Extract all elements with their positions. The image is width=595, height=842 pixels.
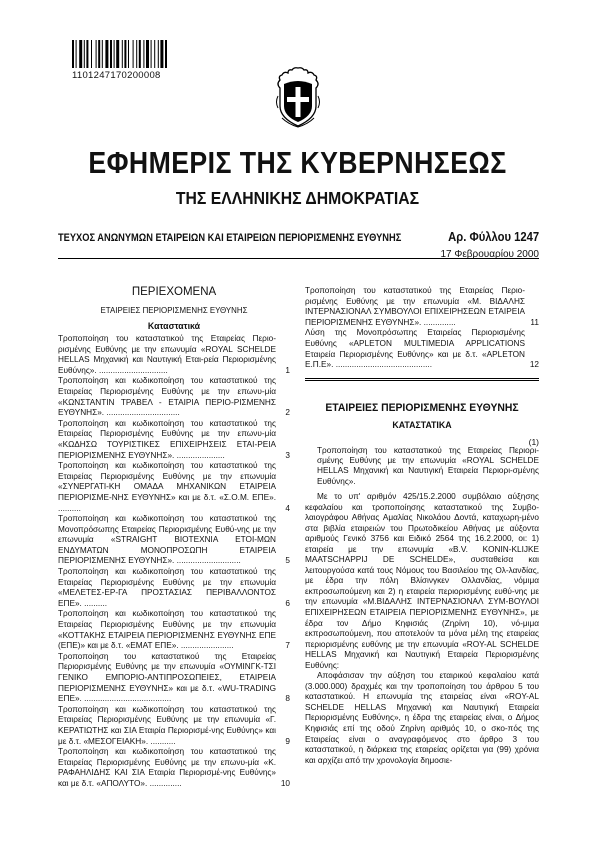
greek-coat-of-arms-icon: [274, 66, 322, 128]
gazette-title: ΕΦΗΜΕΡΙΣ ΤΗΣ ΚΥΒΕΡΝΗΣΕΩΣ: [88, 145, 507, 180]
toc-item-text: Λύση της Μονοπρόσωπης Εταιρείας Περιορισμένης Ευθύνης «APLETON MULTIMEDIA APPLICATIONS Εταιρεία Περιορισμένης Ευθύνης» και με δ.τ. «APLETON Ε.Π.Ε». ..........................................: [305, 328, 525, 370]
toc-item-page: 9: [285, 736, 290, 746]
toc-item-page: 3: [285, 450, 290, 460]
toc-item-text: Τροποποίηση και κωδικοποίηση του καταστατικού της Εταιρείας Περιορισμένης Ευθύνης με την επωνυ-μία «ΚΩΔΗΣΩ ΤΟΥΡΙΣΤΙΚΕΣ ΕΠΙΧΕΙΡΗΣΕΙΣ ΕΤΑΙ-ΡΕΙΑ ΠΕΡΙΟΡΙΣΜΕΝΗΣ ΕΥΘΥΝΗΣ». .....................: [58, 418, 276, 460]
toc-heading: ΠΕΡΙΕΧΟΜΕΝΑ: [131, 286, 217, 298]
toc-right-column: [305, 286, 539, 371]
toc-item: [58, 334, 290, 376]
section-subheading: ΚΑΤΑΣΤΑΤΙΚΑ: [392, 420, 452, 430]
announcement-body: [305, 492, 539, 766]
toc-item-text: Τροποποίηση του καταστατικού της Εταιρείας Περιορισμένης Ευθύνης με την επωνυμία «ΟΥΜΙΝΓΚ-ΤΣΙ ΓΕΝΙΚΟ ΕΜΠΟΡΙΟ-ΑΝΤΙΠΡΟΣΩΠΕΙΕΣ, ΕΤΑΙΡΕΙΑ ΠΕΡΙΟΡΙΣΜΕΝΗΣ ΕΥΘΥΝΗΣ» και με δ.τ. «WU-TRADING ΕΠΕ». ......................................: [58, 651, 276, 704]
section-heading: ΕΤΑΙΡΕΙΕΣ ΠΕΡΙΟΡΙΣΜΕΝΗΣ ΕΥΘΥΝΗΣ: [325, 402, 519, 414]
barcode-number: 1101247170200008: [72, 70, 161, 81]
toc-item: [58, 705, 290, 747]
issue-type: ΤΕΥΧΟΣ ΑΝΩΝΥΜΩΝ ΕΤΑΙΡΕΙΩΝ ΚΑΙ ΕΤΑΙΡΕΙΩΝ ΠΕΡΙΟΡΙΣΜΕΝΗΣ ΕΥΘΥΝΗΣ: [58, 232, 402, 244]
toc-item: [58, 747, 290, 789]
header-divider: [58, 258, 539, 259]
toc-item: [58, 419, 290, 461]
toc-item-text: Τροποποίηση του καταστατικού της Εταιρείας Περιο-ρισμένης Ευθύνης με την επωνυμία «Μ. ΒΙΔΑΛΗΣ ΙΝΤΕΡΝΑΣΙΟΝΑΛ ΣΥΜΒΟΥΛΟΙ ΕΠΙΧΕΙΡΗΣΕΩΝ ΕΤΑΙΡΕΙΑ ΠΕΡΙΟΡΙΣΜΕΝΗΣ ΕΥΘΥΝΗΣ». ..............: [305, 286, 525, 327]
toc-item-text: Τροποποίηση του καταστατικού της Εταιρείας Περιο-ρισμένης Ευθύνης με την επωνυμία «ROYAL SCHELDE HELLAS Μηχανική και Ναυτιγική Εται-ρεία Περιορισμένης Ευθύνης». ..............................: [58, 334, 276, 375]
toc-item: [58, 652, 290, 705]
toc-item: [305, 286, 539, 328]
toc-item: [58, 609, 290, 651]
barcode: [72, 40, 212, 68]
toc-item: [58, 461, 290, 514]
toc-end-divider: [305, 378, 539, 381]
toc-item: [58, 376, 290, 418]
toc-item-text: Τροποποίηση και κωδικοποίηση του καταστατικού της Εταιρείας Περιορισμένης Ευθύνης με την επωνυμία «Γ. ΚΕΡΑΤΙΩΤΗΣ και ΣΙΑ Εταιρία Περιορισμέ-νης Ευθύνης» και με δ.τ. «ΜΕΣΟΓΕΙΑΚΗ». ...........: [58, 704, 276, 746]
toc-item-page: 11: [530, 317, 539, 327]
gazette-subtitle: ΤΗΣ ΕΛΛΗΝΙΚΗΣ ΔΗΜΟΚΡΑΤΙΑΣ: [175, 188, 420, 208]
toc-left-column: [58, 286, 290, 790]
toc-item-page: 4: [285, 503, 290, 513]
sheet-number: Αρ. Φύλλου 1247: [447, 230, 539, 244]
toc-item-text: Τροποποίηση και κωδικοποίηση του καταστατικού της Εταιρείας Περιορισμένης Ευθύνης με την επωνυ-μία «Κ. ΡΑΦΑΗΛΙΔΗΣ ΚΑΙ ΣΙΑ Εταιρία Περιορισμέ-νης Ευθύνης» και με δ.τ. «ΑΠΟΛΥΤΟ». ..............: [58, 747, 276, 788]
body-paragraph: Με το υπ' αριθμόν 425/15.2.2000 συμβόλαιο αύξησης κεφαλαίου και τροποποίησης καταστατικού της Συμβο-λαιογράφου Αθήνας Αμαλίας Νικολάου Δοντά, καταχωρη-μένο στα βιβλία εταιρειών του Πρωτοδικείου Αθήνας με αύξοντα αριθμούς Γενικό 3756 και Ειδικό 2564 της 16.2.2000, οι: 1) εταιρεία με την επωνυμία «B.V. KONIN-KLIJKE MAATSCHAPPIJ DE SCHELDE», συσταθείσα και λειτουργούσα κατά τους Νόμους του Βασιλείου της Ολ-λανδίας, με έδρα την πόλη Βλίσινγκεν Ολλανδίας, νόμιμα εκπροσωπούμενη και 2) η εταιρεία περιορισμένης ευθύ-νης με την επωνυμία «Μ.ΒΙΔΑΛΗΣ ΙΝΤΕΡΝΑΣΙΟΝΑΛ ΣΥΜ-ΒΟΥΛΟΙ ΕΠΙΧΕΙΡΗΣΕΩΝ ΕΤΑΙΡΕΙΑ ΠΕΡΙΟΡΙΣΜΕΝΗΣ ΕΥΘΥΝΗΣ», με έδρα τον Δήμο Κηφισιάς (Ζηρίνη 10), νό-μιμα εκπροσωπούμενη, που αποτελούν τα μόνα μέλη της εταιρείας περιορισμένης ευθύνης με την επωνυμία «ROY-AL SCHELDE HELLAS Μηχανική και Ναυτιγική Εταιρεία Περιορισμένης Ευθύνης:: [305, 492, 539, 670]
toc-item-page: 1: [285, 365, 290, 375]
toc-item-text: Τροποποίηση και κωδικοποίηση του καταστατικού της Εταιρείας Περιορισμένης Ευθύνης με την επωνυμία «ΜΕΛΕΤΕΣ-ΕΡ-ΓΑ ΠΡΟΣΤΑΣΙΑΣ ΠΕΡΙΒΑΛΛΟΝΤΟΣ ΕΠΕ». ..........: [58, 567, 276, 608]
toc-item-text: Τροποποίηση και κωδικοποίηση του καταστατικού της Μονοπρόσωπης Εταιρείας Περιορισμένης Ευθύ-νης με την επωνυμία «STRAIGHT ΒΙΟΤΕΧΝΙΑ ΕΤΟΙ-ΜΩΝ ΕΝΔΥΜΑΤΩΝ ΜΟΝΟΠΡΟΣΩΠΗ ΕΤΑΙΡΕΙΑ ΠΕΡΙΟΡΙΣΜΕΝΗΣ ΕΥΘΥΝΗΣ». ............................: [58, 514, 276, 566]
toc-item: [58, 514, 290, 567]
toc-item-text: Τροποποίηση και κωδικοποίηση του καταστατικού της Εταιρείας Περιορισμένης Ευθύνης με την επωνυ-μία «ΚΩΝΣΤΑΝΤΙΝ ΤΡΑΒΕΛ - ΕΤΑΙΡΙΑ ΠΕΡΙΟ-ΡΙΣΜΕΝΗΣ ΕΥΘΥΝΗΣ». ................................: [58, 376, 276, 418]
toc-item: [58, 567, 290, 609]
issue-date: 17 Φεβρουαρίου 2000: [440, 249, 539, 260]
toc-item: [305, 328, 539, 370]
toc-item-page: 12: [529, 360, 539, 370]
announcement-number: (1): [528, 437, 539, 447]
toc-item-page: 2: [285, 408, 290, 418]
toc-item-page: 7: [285, 641, 290, 651]
toc-item-page: 6: [285, 598, 290, 608]
toc-list: [305, 286, 539, 371]
toc-item-text: Τροποποίηση και κωδικοποίηση του καταστατικού της Εταιρείας Περιορισμένης Ευθύνης με την επωνυμία «ΣΥΝΕΡΓΑΤΙ-ΚΗ ΟΜΑΔΑ ΜΗΧΑΝΙΚΩΝ ΕΤΑΙΡΕΙΑ ΠΕΡΙΟΡΙΣΜΕ-ΝΗΣ ΕΥΘΥΝΗΣ» και με δ.τ. «Σ.Ο.Μ. ΕΠΕ». ..........: [58, 461, 276, 513]
toc-item-page: 8: [285, 694, 290, 704]
toc-subsection: Καταστατικά: [147, 321, 201, 331]
toc-item-text: Τροποποίηση και κωδικοποίηση του καταστατικού της Εταιρείας Περιορισμένης Ευθύνης με την επωνυμία «ΚΟΤΤΑΚΗΣ ΕΤΑΙΡΕΙΑ ΠΕΡΙΟΡΙΣΜΕΝΗΣ ΕΥΘΥΝΗΣ ΕΠΕ (ΕΠΕ)» και με δ.τ. «ΕΜΑΤ ΕΠΕ». .......................: [58, 609, 276, 651]
toc-item-page: 5: [285, 556, 290, 566]
body-paragraph: Αποφάσισαν την αύξηση του εταιρικού κεφαλαίου κατά (3.000.000) δραχμές και την τροποποίηση του άρθρου 5 του καταστατικού. Η επωνυμία της εταιρείας είναι «ROY-AL SCHELDE HELLAS Μηχανική και Ναυτιγική Εταιρεία Περιορισμένης Ευθύνης», η έδρα της εταιρείας είναι, ο Δήμος Κηφισιάς επί της οδού Ζηρίνη αριθμός 10, ο σκο-πός της Εταιρείας είναι ο αναγραφόμενος στο άρθρο 3 του καταστατικού, η διάρκεια της εταιρείας ορίζεται για (99) χρόνια και αρχίζει από την χρονολογία δημοσιε-: [305, 671, 539, 765]
announcement-title: Τροποποίηση του καταστατικού της Εταιρείας Περιορι-σμένης Ευθύνης με την επωνυμία «ROYAL SCHELDE HELLAS Μηχανική και Ναυτιγική Εταιρεία Περιορι-σμένης Ευθύνης».: [317, 446, 539, 486]
toc-list: [58, 334, 290, 790]
toc-item-page: 10: [280, 778, 290, 788]
toc-section: ΕΤΑΙΡΕΙΕΣ ΠΕΡΙΟΡΙΣΜΕΝΗΣ ΕΥΘΥΝΗΣ: [100, 305, 248, 315]
